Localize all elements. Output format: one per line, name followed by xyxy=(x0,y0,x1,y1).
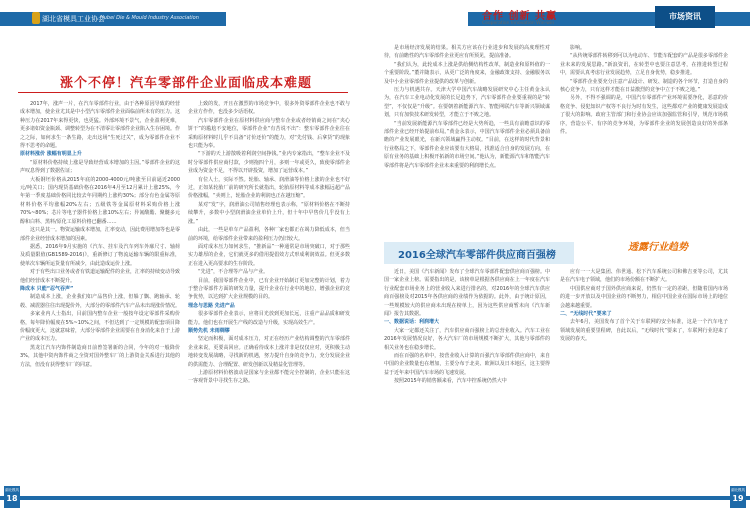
page-number-left xyxy=(4,486,20,508)
paragraph: 据悉，2016年9月实施的《汽车、挂车及汽车列车外廓尺寸、轴荷及质量限值(GB1589-2016)》，重新修订了物流运输车辆的限重标准，使单次车辆所运货量有所减少，由此造成运价上涨。 xyxy=(20,243,180,267)
header-slogan-en: Cooperation Innovation Win-win xyxy=(482,21,555,26)
page-label-left: 湖北模具 xyxy=(5,488,19,492)
paragraph: 坚定而积极，面对成本压力，对正在经历产业结构调整的汽车零部件企业来说，更要高回应。正确看待成本上涨并非是仅仅应对，更积极主动地转变发展战略，寻找新的机遇，努力提升自身的竞争力，充分发展企业的供需能力、合理配置、研发创新以及精益化管理等。 xyxy=(188,336,350,368)
paragraph: 另外，不得不强调的是，中国汽车零部件产业环境需要净化，恶意的价格竞争、侵犯知识产权等不良行为时有发生，这些都对产业的健康发展造成了很大的影响。政府主管部门和行业协会应该加强监管和引导，规范市场秩序，营造公平、有序的竞争环境，为零部件企业的发展创造良好的外部条件。 xyxy=(560,95,728,136)
article2-column-1 xyxy=(384,268,550,484)
paragraph: “先进”，不合理等产品与产业。 xyxy=(198,269,269,276)
paragraph: 多家业内人士指出，目前国内整车企业一般按年设定零部件采购价格，每年降价幅度在5%~10%之间，不但达到了一定规模的配套项目降价幅度更大，这就意味着，大部分零部件企业需要在自身消化来自于上游产业的成本压力。 xyxy=(20,311,180,343)
section-subheading: 顺势先机 未雨绸缪 xyxy=(188,327,230,334)
paragraph: “下游的天上游散吸着利润空间挣钱。”业内专家指出，“整车企业不及时分零部件供应商付款，少则拖四个月，多则一年或更久，致使零部件企业成为资金不足，不得以开辟投资，增加了运营成本。” xyxy=(188,151,350,175)
paragraph: “我们认为，此轮成本上涨是供给侧结构性改革，制造业和原料值的一个重要阶段。”董并随表示，从更广泛的角度来，金融政策支持、金融服务以及中小企业零部件企业提供的改革与创新。 xyxy=(384,61,550,85)
article1-title: 涨个不停！汽车零部件企业面临成本难题 xyxy=(60,76,313,91)
page-number-right xyxy=(730,486,746,508)
paragraph: 上致的发，开且在激烈的市场竞争中，很多外资零部件企业也不敢与企业方作作，也没多少话语权。 xyxy=(188,101,350,116)
paragraph: 制造成本上涨，企业我们如产品售价上涨，但躲了飘、跑轴承、轮毂、减震器往往出现提价外，大部分的零部件汽车产品未出现涨价情况。 xyxy=(20,294,180,309)
header-slogan: 合作 创新 共赢 xyxy=(482,11,557,22)
paragraph: 很多零部件企业表示，应将目光放到更加长远，注重产品品质和研发能力。他们也在开展生产线的改造与升级，实现高效生产。 xyxy=(188,311,350,326)
title-divider xyxy=(18,92,348,93)
paragraph: 中国供应商对于国外供应商来说，仍然有一定的差距，但随着国内市场的进一步开放以及中国企业的不断努力，相信中国企业在国际市场上的地位会越来越重要。 xyxy=(560,285,728,309)
page-header xyxy=(0,0,750,40)
paragraph: “从传统零部件转移到可以为电动车、节能车配套的产品是很多零部件企业未来的发展思路。”新浪资讯，在转型中也要注意思考，在推进转型过程中，需要认真考虑行业发展趋势，立足自身优势，稳步推进。 xyxy=(560,53,728,77)
paragraph: “零部件企业要充分注意产品设计、研发、制造的各个环节，打造自身的核心竞争力，只有这样才能在日益激烈的竞争中立于不败之地。” xyxy=(560,78,728,94)
association-logo-icon xyxy=(32,12,40,24)
article1-column-4 xyxy=(560,44,728,232)
page-label-right: 湖北模具 xyxy=(731,488,745,492)
paragraph: 按照2015年的销售额来看，汽车中控系统仍然大中 xyxy=(394,378,507,385)
section-subheading: 一、数据说话：利润增大 xyxy=(384,319,440,326)
section-subheading: 原材料涨价 涨幅有明显上升 xyxy=(20,151,82,158)
paragraph: 面对成本压力如何求生，“推新品”一种通常是市场突破口，对于那些实力雄厚的企业，它们就更多的借用提倡效方式形成利润效益。但更多数正在进入更高要求的生存阶段。 xyxy=(188,243,350,267)
paragraph: “当前发展新能源汽车零部件已经是大势所趋，一些具有前瞻意识的零部件企业已经开始提前布局。”黄金永表示，中国汽车零部件企业必须具备前瞻的产业发展眼光，在新兴领域赢得主动权。“目前，在这样的时代背景和行业格局之下，零部件企业应该要有大格局，找准适合自身的发展方向，在原有业务的基础上积极开拓新的市场空间。”他认为，新能源汽车和智能汽车零部件将是汽车零部件企业未来重要的利润增长点。 xyxy=(384,120,550,169)
section-subheading: 降成本 只能“忍气吞声” xyxy=(20,285,74,292)
page-num-left: 18 xyxy=(6,494,18,503)
section-subheading: 二、“无线时代”要来了 xyxy=(560,311,612,318)
article2-title: 2016全球汽车零部件供应商百强榜 xyxy=(398,250,556,261)
paragraph: 某对“发”字，润滑油公司销售经理也表示称，“原材料价格在不断持续攀升，多数中小型润滑油企业单价上升，但十年中早售价几乎没有上涨。” xyxy=(188,201,350,225)
paragraph: 大家一定都还关注了，汽车供应商百强榜上的总营业收入。汽车工业在2016年发展情况良好，各大汽车厂的市场规模不断扩大，其他与零部件的相关业务也在稳步增长。 xyxy=(384,327,550,351)
publication-name-en: Hubei Die & Mould Industry Association xyxy=(100,15,199,21)
paragraph: 对于有些出口业务或者有铁道运输配件的企业，汇率的持续变动导致他们经营成本不断提升。 xyxy=(20,269,180,284)
article1-column-2 xyxy=(188,100,350,484)
paragraph: “原材料价格持续上涨是导致经营成本增加的主因。”零部件企业的这声叹息得到了数据佐证； xyxy=(20,159,180,175)
article2-column-2 xyxy=(560,268,728,484)
paragraph: 而在百强的名单中，按营业收入计算的百强汽车零部件供应商中，来自中国的企业数量也在增加，主要分布于北美、欧洲以及日本地区，这主要得益于近年来中国汽车市场的飞速发展。 xyxy=(384,353,550,376)
paragraph: 应有一一大是集团、伟世通、松下汽车系统公司和佛吉亚等公司，尤其是在汽车电子领域，他们的市场份额在不断扩大。 xyxy=(560,269,728,284)
paragraph: 这只是其一。物资运输成本增加，汇率变动，因此费用增加等也是零部件企业经营成本增加的因素。 xyxy=(20,227,180,242)
paragraph: 大板钢坯价格从2015年底的2000-4000元/吨涨至目前逼近2000元/吨关口；国内现货基础价格在2016年4月至12月累计上涨25%，今年第一季度基础价格同比较去年同期约上涨约30%；部分有色金属等原材料价格平均涨幅20%左右；五级铁等金属原材料采购价格上涨70%~80%；芯片等电子器件价格上涨10%左右；异氰酸酯、聚醚多元醇和白料、黑料/原化工原料价格已翻番…… xyxy=(20,176,180,225)
article2-tag: 透露行业趋势 xyxy=(628,242,688,253)
paragraph: 2017年，涨声一片，在汽车零部件行业，由于各种原因导致的经营成本增加，使企业尤其是中小型汽车零部件企业面临前所未有的压力。这种压力在2017年来得更快，也更猛。外部环境不景气，企业盈利更难，更多诸如资金瓶颈、调整转型为在不清零让零部件企业陷入生存困境。作之之际，如何求生一条生路，走出这场“生死过关”，成为零部件企业不得不思考的命题。 xyxy=(20,101,180,150)
paragraph: 目前，我国零部件企业中，已有企业开始制订更加完整的计划，着力于整合零部件方面的研发力量，提升企业在行业中的地位，增强企业的竞争优势，以达到扩大企业规模的目的。 xyxy=(188,277,350,301)
paragraph: 是市场经济发展的结果。相关方应该在行业进步和发展的高度理性对待，有前瞻性的汽车零部件企业更应有所预见，提前准备。 xyxy=(384,45,550,60)
article1-column-1 xyxy=(20,100,180,484)
section-subheading: 理念与思路 先进产品 xyxy=(188,302,235,309)
paragraph: 黑龙江汽车内饰件制造商日前曾签署新的合同，今年的对一般降价3%，其他中资内饰件商之全资对国外整车厂的上游资金关系进行其他的方法，但没有获得整车厂的同意。 xyxy=(20,344,180,368)
paragraph: 去年6月，美国发布了首个关于车联网的安全标准，这是一个汽车电子领域发展的重要里程碑，自此以后，“无线时代”要来了，车联网行业迎来了发展的春天。 xyxy=(560,319,728,343)
paragraph: 压力与机遇共存。天津大学中国汽车战略发展研究中心主任黄金永认为，在汽车工业电动化发展的长足趋势下，汽车零部件企业要重视的是“转型”，不仅仅是“升级”。在要朝着新能源汽车、智能网联汽车等新兴领域谋划，只有加快技术研发转型，才能立于不败之地。 xyxy=(384,87,550,119)
article1-column-3 xyxy=(384,44,550,232)
page-num-right: 19 xyxy=(732,494,744,503)
paragraph: 由此，一些是单车产品盈利，各种厂家也都正在竭力降低成本，但当前的环境，给零部件企业带来的盈利压力仍旧较大。 xyxy=(188,227,350,242)
section-label: 市场资讯 xyxy=(655,6,715,28)
publication-name: 湖北省模具工业协会 xyxy=(42,15,105,23)
paragraph: 汽车零部件企业在原材料供应商与整车企业或者经销商之间在“夹心饼干”的尴尬不安地位，零部件企业“有苦说不出”：整车零部件企业往在采购原材料时儿乎不具备“讨价还价”的能力，对“先付钱、后拿货”的现象也只能为奉。 xyxy=(188,117,350,150)
footer-bar xyxy=(0,496,750,500)
paragraph: 有位人士，实际不然。轮胎、轴承、润滑油等价格上涨的企业也不好过，正如某轮胎厂前的研究所长就指出，轮胎原材料等成本涨幅远超产品价格涨幅，“卖则上，轮胎企业的利润也正在越压缩”。 xyxy=(188,176,350,200)
paragraph: 近日，美国《汽车新闻》发布了全球汽车零部件配套供应商百强榜。中国一家企业上榜。需要指出的是，该榜单是根据各供应商在上一年度在汽车行业配套市场业务上的营业收入来进行排名的，对2016年的全球汽车供应商百强榜及对2015年各供应商的业绩作为依据的。此外，由于统计原因，一些规模较大的供应商未出现在榜单上，因为这些供应商暂未向《汽车新闻》报告其数据。 xyxy=(384,269,550,318)
paragraph: 上游原材料价格波动是国家与企业都不能完全控制的，企业只能在这一客观背景中寻找生存之路。 xyxy=(188,370,350,385)
paragraph: 影响。 xyxy=(570,45,586,51)
